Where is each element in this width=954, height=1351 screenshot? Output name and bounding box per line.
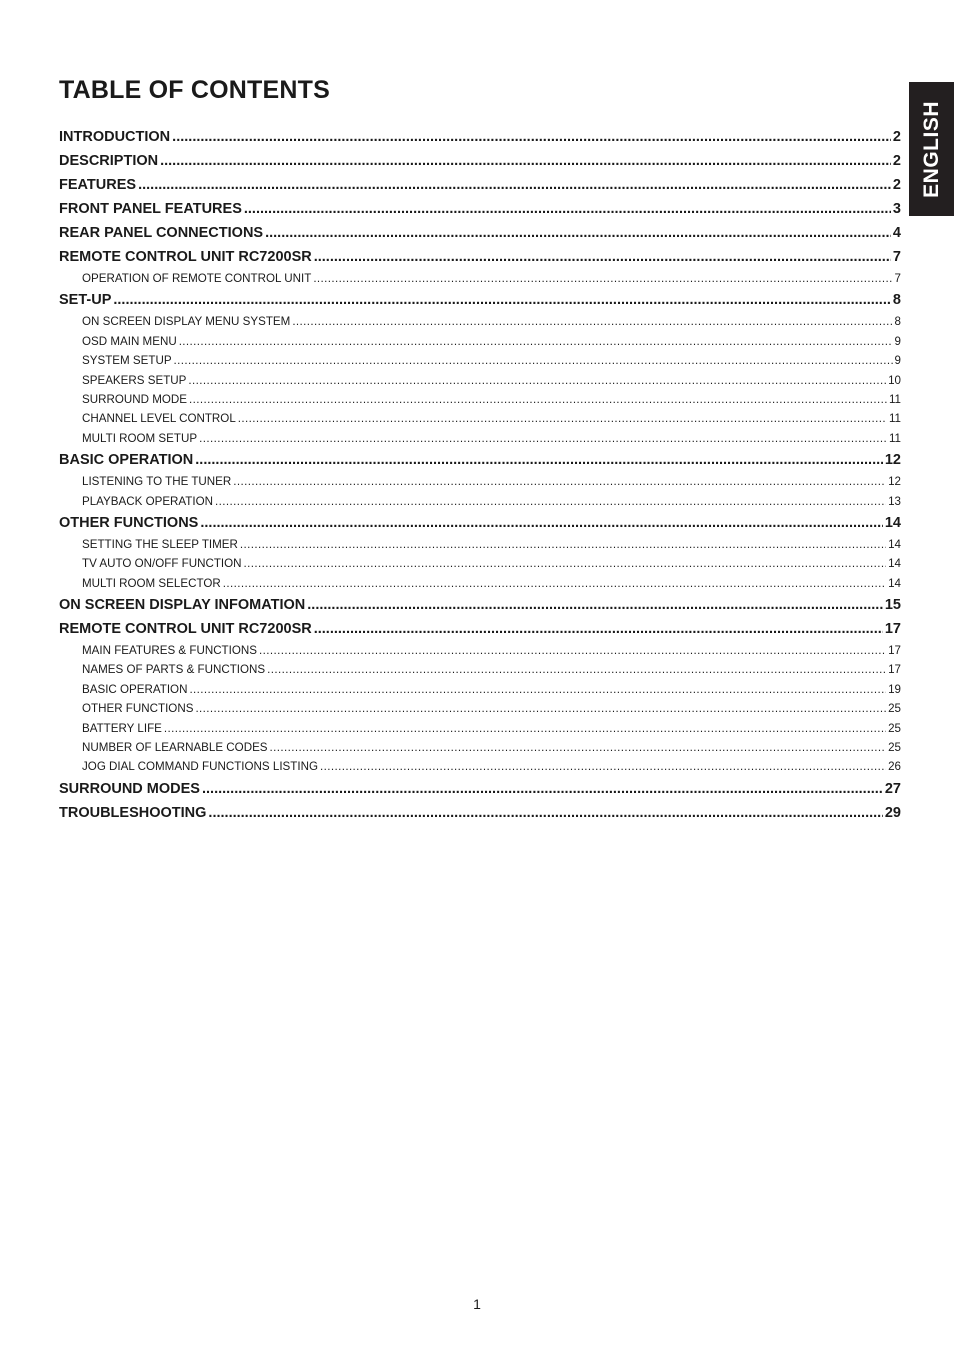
toc-entry-page: 4 <box>892 225 901 241</box>
dot-leader <box>313 269 892 288</box>
toc-section-entry[interactable] <box>59 593 901 617</box>
dot-leader <box>259 641 886 660</box>
toc-entry-page: 14 <box>888 576 901 590</box>
dot-leader <box>240 535 886 554</box>
toc-section-entry[interactable] <box>59 777 901 801</box>
toc-entry-label: BASIC OPERATION <box>59 452 194 469</box>
toc-entry-page: 8 <box>894 315 901 329</box>
toc-entry-page: 14 <box>884 514 901 531</box>
dot-leader <box>174 351 893 370</box>
dot-leader <box>160 149 891 173</box>
toc-section-entry[interactable] <box>59 617 901 641</box>
toc-entry-page: 13 <box>888 494 901 508</box>
toc-entry-page: 8 <box>892 292 901 309</box>
dot-leader <box>138 173 891 197</box>
toc-entry-label: FEATURES <box>59 177 137 193</box>
toc-subsection-entry[interactable] <box>59 492 901 511</box>
toc-entry-label: TROUBLESHOOTING <box>59 804 207 821</box>
toc-entry-label: DESCRIPTION <box>59 153 159 169</box>
dot-leader <box>189 680 886 699</box>
toc-entry-page: 12 <box>888 475 901 489</box>
toc-entry-label: NAMES OF PARTS & FUNCTIONS <box>82 663 266 677</box>
dot-leader <box>208 801 882 825</box>
toc-entry-label: INTRODUCTION <box>59 129 171 145</box>
toc-section-entry[interactable] <box>59 245 901 269</box>
toc-subsection-entry[interactable] <box>59 554 901 573</box>
dot-leader <box>200 511 883 535</box>
toc-subsection-entry[interactable] <box>59 757 901 776</box>
toc-entry-label: OSD MAIN MENU <box>82 334 177 348</box>
toc-section-entry[interactable] <box>59 221 901 245</box>
page-number: 1 <box>473 1296 481 1312</box>
toc-entry-label: OTHER FUNCTIONS <box>59 514 199 531</box>
toc-subsection-entry[interactable] <box>59 719 901 738</box>
toc-entry-label: REAR PANEL CONNECTIONS <box>59 225 264 241</box>
dot-leader <box>215 492 886 511</box>
toc-entry-page: 3 <box>892 201 901 217</box>
toc-entry-label: OPERATION OF REMOTE CONTROL UNIT <box>82 272 312 285</box>
toc-entry-label: ON SCREEN DISPLAY MENU SYSTEM <box>82 315 291 329</box>
toc-section-entry[interactable] <box>59 448 901 472</box>
toc-subsection-entry[interactable] <box>59 680 901 699</box>
toc-section-entry[interactable] <box>59 511 901 535</box>
dot-leader <box>195 699 886 718</box>
toc-entry-page: 15 <box>884 597 901 614</box>
toc-entry-page: 25 <box>888 741 901 755</box>
toc-entry-label: REMOTE CONTROL UNIT RC7200SR <box>59 621 312 638</box>
dot-leader <box>307 593 883 617</box>
toc-entry-page: 10 <box>888 373 901 387</box>
toc-subsection-entry[interactable] <box>59 738 901 757</box>
dot-leader <box>223 574 886 593</box>
toc-subsection-entry[interactable] <box>59 409 901 428</box>
toc-entry-label: BASIC OPERATION <box>82 682 188 696</box>
dot-leader <box>164 719 886 738</box>
toc-subsection-entry[interactable] <box>59 660 901 679</box>
dot-leader <box>314 617 883 641</box>
dot-leader <box>270 738 887 757</box>
dot-leader <box>314 245 891 269</box>
toc-entry-page: 11 <box>888 412 901 426</box>
table-of-contents <box>59 125 901 825</box>
toc-entry-label: SURROUND MODE <box>82 392 187 406</box>
dot-leader <box>265 221 891 245</box>
language-tab-label: ENGLISH <box>919 100 943 198</box>
dot-leader <box>238 409 887 428</box>
toc-entry-label: JOG DIAL COMMAND FUNCTIONS LISTING <box>82 760 318 774</box>
toc-entry-page: 2 <box>892 153 901 169</box>
dot-leader <box>292 312 892 331</box>
toc-subsection-entry[interactable] <box>59 472 901 491</box>
toc-subsection-entry[interactable] <box>59 574 901 593</box>
dot-leader <box>199 429 887 448</box>
toc-section-entry[interactable] <box>59 173 901 197</box>
toc-section-entry[interactable] <box>59 288 901 312</box>
dot-leader <box>172 125 891 149</box>
toc-entry-label: MULTI ROOM SETUP <box>82 431 198 445</box>
page-title: TABLE OF CONTENTS <box>59 76 330 104</box>
dot-leader <box>244 197 891 221</box>
dot-leader <box>179 332 893 351</box>
dot-leader <box>320 757 886 776</box>
toc-entry-label: CHANNEL LEVEL CONTROL <box>82 412 236 426</box>
toc-entry-label: BATTERY LIFE <box>82 721 162 735</box>
toc-entry-label: SURROUND MODES <box>59 780 200 797</box>
toc-entry-page: 29 <box>884 804 901 821</box>
toc-entry-page: 7 <box>894 272 901 285</box>
toc-entry-label: LISTENING TO THE TUNER <box>82 475 232 489</box>
toc-entry-label: REMOTE CONTROL UNIT RC7200SR <box>59 249 312 265</box>
toc-entry-page: 12 <box>884 452 901 469</box>
dot-leader <box>244 554 887 573</box>
toc-entry-label: MAIN FEATURES & FUNCTIONS <box>82 644 257 658</box>
toc-section-entry[interactable] <box>59 801 901 825</box>
toc-entry-page: 2 <box>892 129 901 145</box>
dot-leader <box>188 371 886 390</box>
toc-subsection-entry[interactable] <box>59 699 901 718</box>
toc-entry-page: 17 <box>888 644 901 658</box>
toc-subsection-entry[interactable] <box>59 332 901 351</box>
toc-entry-page: 17 <box>884 621 901 638</box>
toc-entry-label: SETTING THE SLEEP TIMER <box>82 537 238 551</box>
toc-entry-label: MULTI ROOM SELECTOR <box>82 576 221 590</box>
toc-subsection-entry[interactable] <box>59 429 901 448</box>
toc-entry-page: 7 <box>892 249 901 265</box>
toc-subsection-entry[interactable] <box>59 351 901 370</box>
toc-entry-page: 17 <box>888 663 901 677</box>
toc-subsection-entry[interactable] <box>59 390 901 409</box>
toc-entry-page: 14 <box>888 537 901 551</box>
toc-entry-page: 27 <box>884 780 901 797</box>
toc-entry-page: 9 <box>894 354 901 368</box>
toc-section-entry[interactable] <box>59 197 901 221</box>
toc-entry-page: 19 <box>888 682 901 696</box>
toc-entry-label: SYSTEM SETUP <box>82 354 172 368</box>
dot-leader <box>267 660 886 679</box>
toc-entry-page: 9 <box>894 334 901 348</box>
toc-subsection-entry[interactable] <box>59 269 901 288</box>
toc-entry-label: NUMBER OF LEARNABLE CODES <box>82 741 268 755</box>
dot-leader <box>195 448 883 472</box>
toc-entry-label: OTHER FUNCTIONS <box>82 702 194 716</box>
dot-leader <box>189 390 887 409</box>
toc-entry-label: PLAYBACK OPERATION <box>82 494 214 508</box>
toc-entry-page: 11 <box>888 431 901 445</box>
dot-leader <box>233 472 886 491</box>
language-tab <box>909 82 954 216</box>
dot-leader <box>113 288 891 312</box>
toc-entry-page: 25 <box>888 721 901 735</box>
toc-entry-label: SPEAKERS SETUP <box>82 373 187 387</box>
toc-entry-label: ON SCREEN DISPLAY INFOMATION <box>59 597 306 614</box>
toc-section-entry[interactable] <box>59 149 901 173</box>
toc-entry-label: TV AUTO ON/OFF FUNCTION <box>82 557 242 571</box>
toc-subsection-entry[interactable] <box>59 371 901 390</box>
toc-entry-page: 25 <box>888 702 901 716</box>
toc-entry-label: SET-UP <box>59 292 112 309</box>
toc-entry-page: 11 <box>888 392 901 406</box>
toc-entry-page: 14 <box>888 557 901 571</box>
toc-subsection-entry[interactable] <box>59 312 901 331</box>
toc-subsection-entry[interactable] <box>59 641 901 660</box>
dot-leader <box>202 777 883 801</box>
toc-entry-label: FRONT PANEL FEATURES <box>59 201 242 217</box>
toc-section-entry[interactable] <box>59 125 901 149</box>
toc-entry-page: 2 <box>892 177 901 193</box>
toc-entry-page: 26 <box>888 760 901 774</box>
toc-subsection-entry[interactable] <box>59 535 901 554</box>
